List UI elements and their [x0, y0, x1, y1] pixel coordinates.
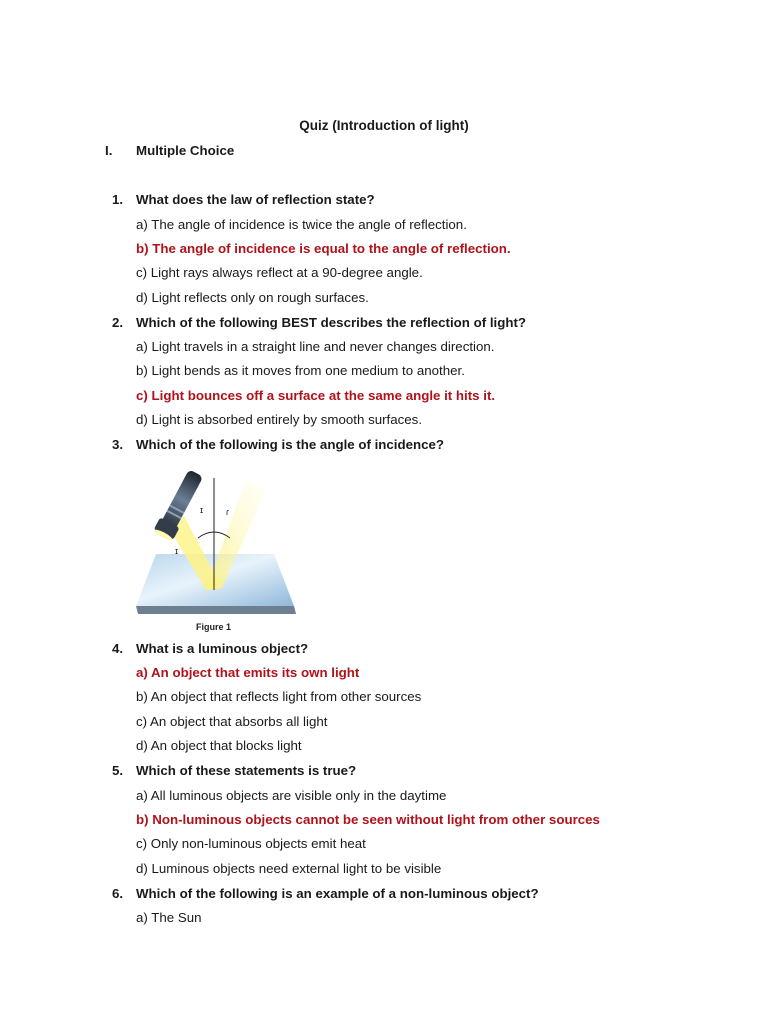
- question-number: 1.: [112, 192, 124, 207]
- answer-option-correct: c) Light bounces off a surface at the same angle it hits it.: [136, 388, 496, 403]
- question-text: Which of the following is the angle of incidence?: [136, 437, 445, 452]
- answer-option: a) The angle of incidence is twice the angle of reflection.: [136, 217, 467, 232]
- question-text: What does the law of reflection state?: [136, 192, 375, 207]
- figure-mark: ɪ: [200, 505, 204, 515]
- figure-mark: ɾ: [226, 507, 229, 517]
- answer-option: d) Light is absorbed entirely by smooth surfaces.: [136, 412, 423, 427]
- mirror-edge: [136, 606, 296, 614]
- question-text: Which of the following BEST describes the reflection of light?: [136, 315, 527, 330]
- answer-option: d) An object that blocks light: [136, 738, 302, 753]
- question-text: Which of these statements is true?: [136, 763, 357, 778]
- answer-option: b) Light bends as it moves from one medium to another.: [136, 363, 465, 378]
- answer-option: a) All luminous objects are visible only in the daytime: [136, 788, 447, 803]
- question-number: 5.: [112, 763, 124, 778]
- answer-option: c) Only non-luminous objects emit heat: [136, 836, 366, 851]
- section-label: Multiple Choice: [136, 143, 235, 158]
- answer-option: a) The Sun: [136, 910, 202, 925]
- question-number: 4.: [112, 641, 124, 656]
- section-number: I.: [105, 143, 113, 158]
- answer-option-correct: b) The angle of incidence is equal to the angle of reflection.: [136, 241, 511, 256]
- question-number: 6.: [112, 886, 124, 901]
- question-text: What is a luminous object?: [136, 641, 309, 656]
- answer-option: c) An object that absorbs all light: [136, 714, 328, 729]
- answer-option: b) An object that reflects light from other sources: [136, 689, 422, 704]
- answer-option: d) Luminous objects need external light to be visible: [136, 861, 442, 876]
- page-title: Quiz (Introduction of light): [299, 118, 469, 133]
- figure-caption: Figure 1: [196, 622, 232, 632]
- figure-mark: ɪ: [175, 546, 179, 556]
- question-number: 2.: [112, 315, 124, 330]
- question-text: Which of the following is an example of a non-luminous object?: [136, 886, 539, 901]
- flashlight-reflection-illustration: [134, 458, 299, 634]
- reflection-figure: [134, 458, 299, 634]
- question-number: 3.: [112, 437, 124, 452]
- answer-option: a) Light travels in a straight line and never changes direction.: [136, 339, 495, 354]
- answer-option: d) Light reflects only on rough surfaces.: [136, 290, 369, 305]
- answer-option-correct: a) An object that emits its own light: [136, 665, 360, 680]
- answer-option: c) Light rays always reflect at a 90-degree angle.: [136, 265, 423, 280]
- answer-option-correct: b) Non-luminous objects cannot be seen without light from other sources: [136, 812, 600, 827]
